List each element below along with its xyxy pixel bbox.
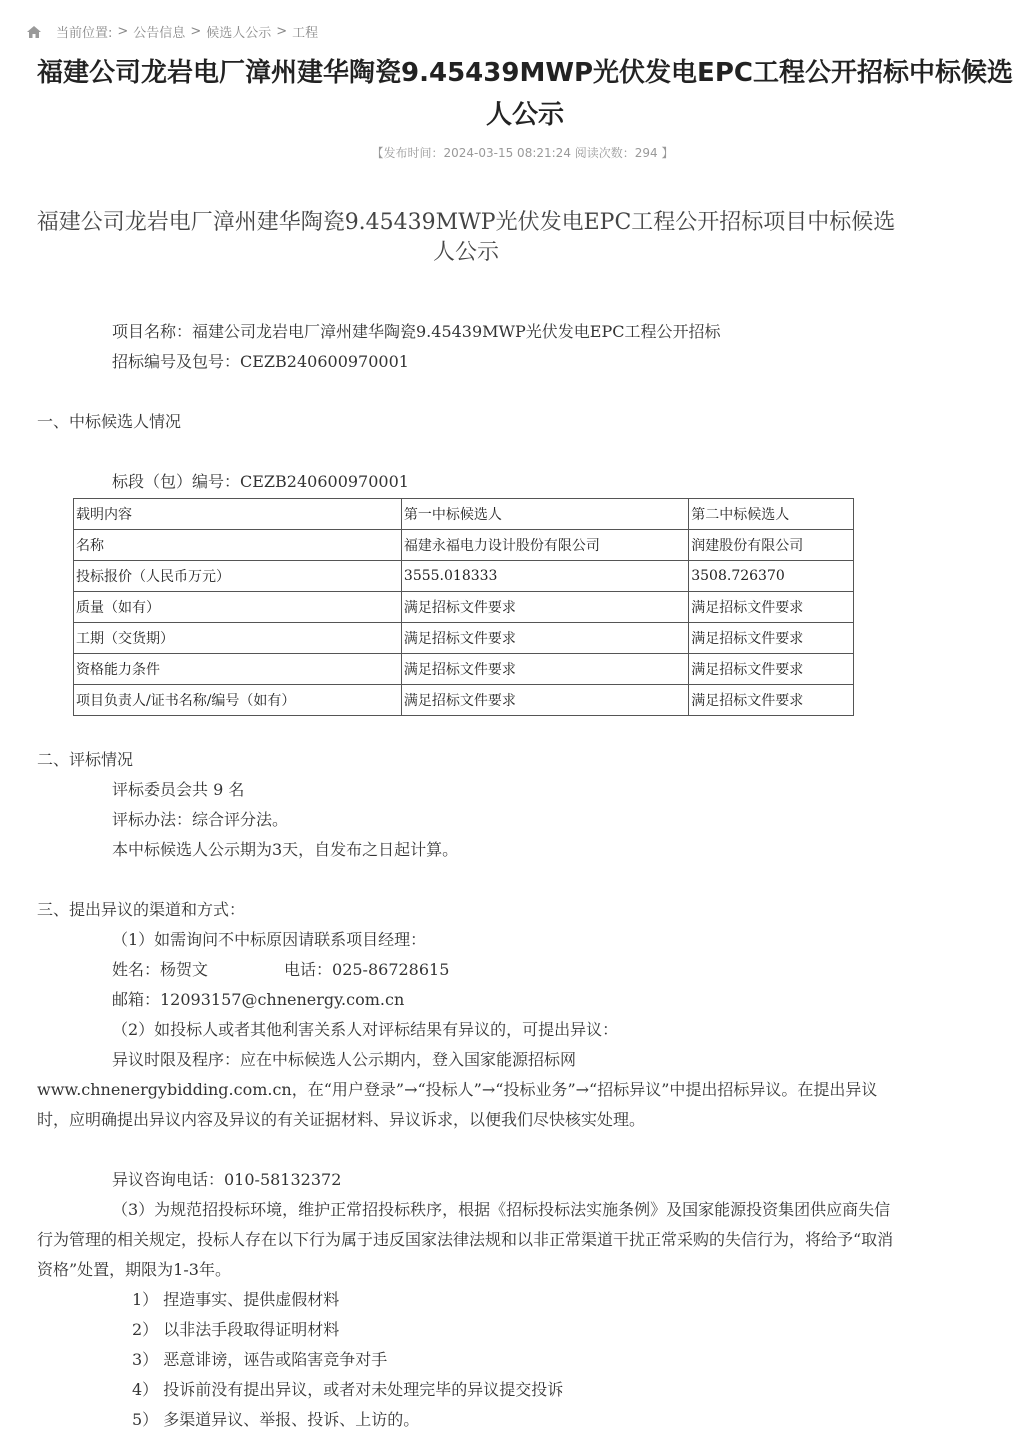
breadcrumb-link-engineering[interactable]: 工程 bbox=[292, 26, 319, 41]
breadcrumb-link-announcements[interactable]: 公告信息 bbox=[133, 26, 186, 41]
section3-heading: 三、提出异议的渠道和方式： bbox=[37, 900, 246, 919]
table-cell: 载明内容 bbox=[74, 499, 402, 530]
tender-number: 招标编号及包号：CEZB240600970001 bbox=[112, 352, 409, 371]
table-row bbox=[74, 685, 854, 716]
evaluation-method: 评标办法：综合评分法。 bbox=[112, 810, 289, 829]
violation-item: 5） 多渠道异议、举报、投诉、上访的。 bbox=[132, 1410, 420, 1429]
table-cell: 工期（交货期） bbox=[74, 623, 402, 654]
table-cell: 满足招标文件要求 bbox=[401, 685, 688, 716]
table-cell: 第二中标候选人 bbox=[689, 499, 854, 530]
violation-item: 2） 以非法手段取得证明材料 bbox=[132, 1320, 340, 1339]
table-cell: 第一中标候选人 bbox=[401, 499, 688, 530]
publish-meta: 【发布时间：2024-03-15 08:21:24 阅读次数：294 】 bbox=[371, 146, 674, 160]
page-title: 福建公司龙岩电厂漳州建华陶瓷9.45439MWP光伏发电EPC工程公开招标中标候选人公示 bbox=[37, 58, 1013, 130]
table-cell: 3555.018333 bbox=[401, 561, 688, 592]
violation-item: 1） 捏造事实、提供虚假材料 bbox=[132, 1290, 340, 1309]
section1-heading: 一、中标候选人情况 bbox=[37, 412, 182, 431]
table-cell: 质量（如有） bbox=[74, 592, 402, 623]
table-row bbox=[74, 654, 854, 685]
breadcrumb-link-candidates[interactable]: 候选人公示 bbox=[206, 26, 272, 41]
violation-item: 3） 恶意诽谤，诬告或陷害竞争对手 bbox=[132, 1350, 388, 1369]
contact-phone: 电话：025-86728615 bbox=[284, 960, 450, 979]
breadcrumb-separator: > bbox=[276, 24, 288, 39]
objection-item-1: （1）如需询问不中标原因请联系项目经理： bbox=[112, 930, 427, 949]
breadcrumb-separator: > bbox=[190, 24, 202, 39]
home-icon[interactable] bbox=[26, 25, 42, 39]
document-title: 福建公司龙岩电厂漳州建华陶瓷9.45439MWP光伏发电EPC工程公开招标项目中标候选人公示 bbox=[36, 210, 896, 265]
table-cell: 满足招标文件要求 bbox=[689, 685, 854, 716]
table-cell: 满足招标文件要求 bbox=[689, 592, 854, 623]
table-cell: 项目负责人/证书名称/编号（如有） bbox=[74, 685, 402, 716]
candidates-table bbox=[73, 498, 854, 716]
objection-item-2: （2）如投标人或者其他利害关系人对评标结果有异议的，可提出异议： bbox=[112, 1020, 619, 1039]
committee-count: 评标委员会共 9 名 bbox=[112, 780, 245, 799]
violation-item: 4） 投诉前没有提出异议，或者对未处理完毕的异议提交投诉 bbox=[132, 1380, 564, 1399]
table-cell: 福建永福电力设计股份有限公司 bbox=[401, 530, 688, 561]
table-cell: 名称 bbox=[74, 530, 402, 561]
publicity-period: 本中标候选人公示期为3天，自发布之日起计算。 bbox=[112, 840, 459, 859]
table-cell: 润建股份有限公司 bbox=[689, 530, 854, 561]
table-row bbox=[74, 623, 854, 654]
lot-number: 标段（包）编号：CEZB240600970001 bbox=[112, 472, 409, 491]
table-cell: 满足招标文件要求 bbox=[689, 623, 854, 654]
table-cell: 满足招标文件要求 bbox=[401, 654, 688, 685]
table-cell: 满足招标文件要求 bbox=[401, 623, 688, 654]
table-cell: 资格能力条件 bbox=[74, 654, 402, 685]
project-name: 项目名称：福建公司龙岩电厂漳州建华陶瓷9.45439MWP光伏发电EPC工程公开招标 bbox=[112, 322, 721, 341]
table-cell: 投标报价（人民币万元） bbox=[74, 561, 402, 592]
table-cell: 3508.726370 bbox=[689, 561, 854, 592]
table-cell: 满足招标文件要求 bbox=[689, 654, 854, 685]
contact-line bbox=[112, 955, 449, 985]
breadcrumb bbox=[26, 22, 318, 41]
table-row bbox=[74, 561, 854, 592]
section2-heading: 二、评标情况 bbox=[37, 750, 134, 769]
table-header-row bbox=[74, 499, 854, 530]
table-cell: 满足招标文件要求 bbox=[401, 592, 688, 623]
objection-procedure-first: 异议时限及程序：应在中标候选人公示期内，登入国家能源招标网 bbox=[112, 1050, 577, 1069]
table-row bbox=[74, 592, 854, 623]
contact-name: 姓名：杨贺文 bbox=[112, 960, 209, 979]
breadcrumb-prefix: 当前位置: bbox=[56, 26, 113, 41]
objection-item-3: （3）为规范招投标环境，维护正常招投标秩序，根据《招标投标法实施条例》及国家能源投资集团供应商失信行为管理的相关规定，投标人存在以下行为属于违反国家法律法规和以非正常渠道干扰正常采购的失信行为，将给予“取消资格”处置，期限为1-3年。 bbox=[37, 1200, 894, 1279]
objection-procedure-rest: www.chnenergybidding.com.cn，在“用户登录”→“投标人”→“投标业务”→“招标异议”中提出招标异议。在提出异议时，应明确提出异议内容及异议的有关证据材料、异议诉求，以便我们尽快核实处理。 bbox=[37, 1080, 878, 1129]
contact-email: 邮箱：12093157@chnenergy.com.cn bbox=[112, 990, 405, 1009]
table-row bbox=[74, 530, 854, 561]
breadcrumb-separator: > bbox=[117, 24, 129, 39]
objection-phone: 异议咨询电话：010-58132372 bbox=[112, 1170, 342, 1189]
